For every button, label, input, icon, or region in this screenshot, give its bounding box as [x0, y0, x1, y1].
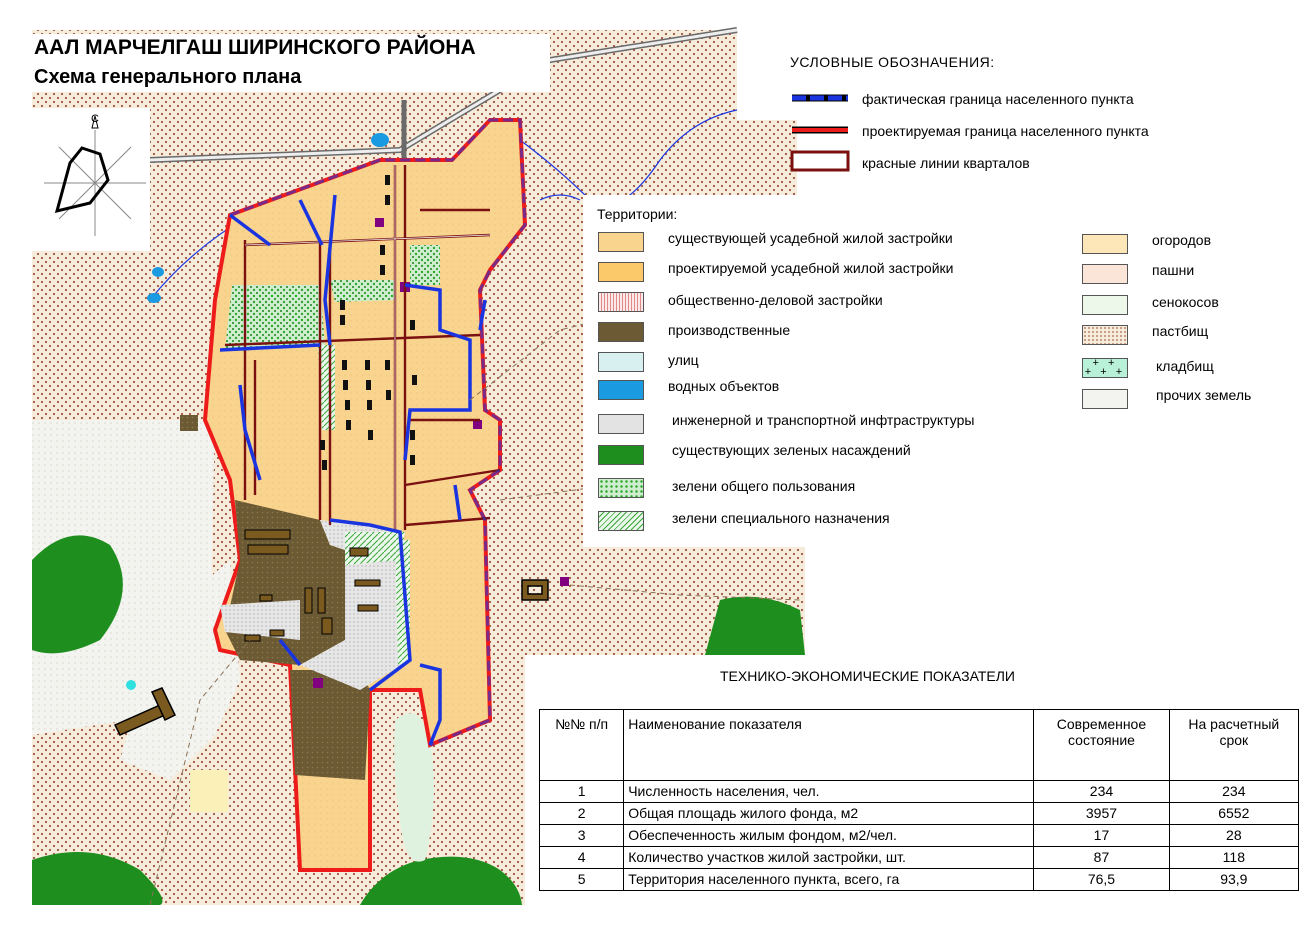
territory-label: проектируемой усадебной жилой застройки	[668, 260, 954, 276]
territory-label: общественно-деловой застройки	[668, 292, 883, 308]
territory-label: производственные	[668, 322, 791, 338]
territory-label: существующей усадебной жилой застройки	[668, 230, 953, 246]
swatch-water-icon	[598, 380, 644, 400]
cell-target: 234	[1169, 781, 1298, 803]
swatch-green-existing-icon	[598, 445, 644, 465]
swatch-hayfields-icon	[1082, 295, 1128, 315]
cell-current: 3957	[1034, 803, 1169, 825]
swatch-residential-existing-icon	[598, 232, 644, 252]
red-lines-icon	[792, 152, 848, 170]
swatch-residential-planned-icon	[598, 262, 644, 282]
legend-red-lines-label: красные линии кварталов	[862, 155, 1030, 171]
swatch-streets-icon	[598, 352, 644, 372]
cell-name: Территория населенного пункта, всего, га	[624, 869, 1034, 891]
compass-label: С	[91, 113, 99, 125]
cell-target: 28	[1169, 825, 1298, 847]
swatch-gardens-icon	[1082, 234, 1128, 254]
cell-name: Обеспеченность жилым фондом, м2/чел.	[624, 825, 1034, 847]
indicators-table	[539, 709, 1299, 891]
cell-current: 234	[1034, 781, 1169, 803]
table-row	[540, 869, 1299, 891]
garden-plot	[190, 770, 228, 812]
territory-label: зелени специального назначения	[672, 510, 890, 526]
territory-label: инженерной и транспортной инфтраструктуры	[672, 412, 975, 428]
indicators-title: ТЕХНИКО-ЭКОНОМИЧЕСКИЕ ПОКАЗАТЕЛИ	[720, 668, 1015, 684]
cell-num: 4	[540, 847, 624, 869]
public-green-area	[225, 285, 325, 350]
header-target: На расчетный срок	[1169, 710, 1298, 781]
cell-name: Количество участков жилой застройки, шт.	[624, 847, 1034, 869]
territory-label: кладбищ	[1156, 358, 1214, 374]
header-name: Наименование показателя	[624, 710, 1034, 781]
table-row	[540, 803, 1299, 825]
territory-label: прочих земель	[1156, 387, 1252, 403]
legend-planned-boundary-label: проектируемая граница населенного пункта	[862, 123, 1149, 139]
territory-label: пастбищ	[1152, 323, 1209, 339]
cell-num: 2	[540, 803, 624, 825]
swatch-public-business-icon	[598, 292, 644, 312]
legend-heading: УСЛОВНЫЕ ОБОЗНАЧЕНИЯ:	[790, 54, 995, 70]
swatch-pastures-icon	[1082, 325, 1128, 345]
cell-current: 87	[1034, 847, 1169, 869]
north-arrow-panel	[32, 108, 150, 251]
table-row	[540, 781, 1299, 803]
cell-name: Общая площадь жилого фонда, м2	[624, 803, 1034, 825]
swatch-green-special-icon	[598, 511, 644, 531]
territory-label: улиц	[668, 352, 699, 368]
cell-num: 5	[540, 869, 624, 891]
territory-label: сенокосов	[1152, 294, 1219, 310]
table-row	[540, 825, 1299, 847]
swatch-industrial-icon	[598, 322, 644, 342]
cell-num: 3	[540, 825, 624, 847]
map-title: ААЛ МАРЧЕЛГАШ ШИРИНСКОГО РАЙОНА	[34, 36, 476, 59]
cell-target: 6552	[1169, 803, 1298, 825]
swatch-arable-icon	[1082, 264, 1128, 284]
cell-name: Численность населения, чел.	[624, 781, 1034, 803]
territory-label: пашни	[1152, 262, 1195, 278]
cell-target: 93,9	[1169, 869, 1298, 891]
swatch-other-lands-icon	[1082, 389, 1128, 409]
table-header-row	[540, 710, 1299, 781]
line-legend-symbols	[790, 88, 850, 178]
table-row	[540, 847, 1299, 869]
territory-label: существующих зеленых насаждений	[672, 442, 911, 458]
swatch-cemetery-icon: + + + + +	[1082, 358, 1128, 378]
territory-label: зелени общего пользования	[672, 478, 856, 494]
swatch-infrastructure-icon	[598, 414, 644, 434]
territory-label: огородов	[1152, 232, 1212, 248]
territory-label: водных объектов	[668, 378, 780, 394]
header-current: Современное состояние	[1034, 710, 1169, 781]
territories-heading: Территории:	[597, 206, 678, 222]
header-num: №№ п/п	[540, 710, 624, 781]
cell-current: 17	[1034, 825, 1169, 847]
cell-target: 118	[1169, 847, 1298, 869]
cell-current: 76,5	[1034, 869, 1169, 891]
cell-num: 1	[540, 781, 624, 803]
legend-actual-boundary-label: фактическая граница населенного пункта	[862, 91, 1134, 107]
wind-rose-icon	[32, 108, 150, 251]
map-subtitle: Схема генерального плана	[34, 66, 302, 88]
swatch-green-public-icon	[598, 478, 644, 498]
